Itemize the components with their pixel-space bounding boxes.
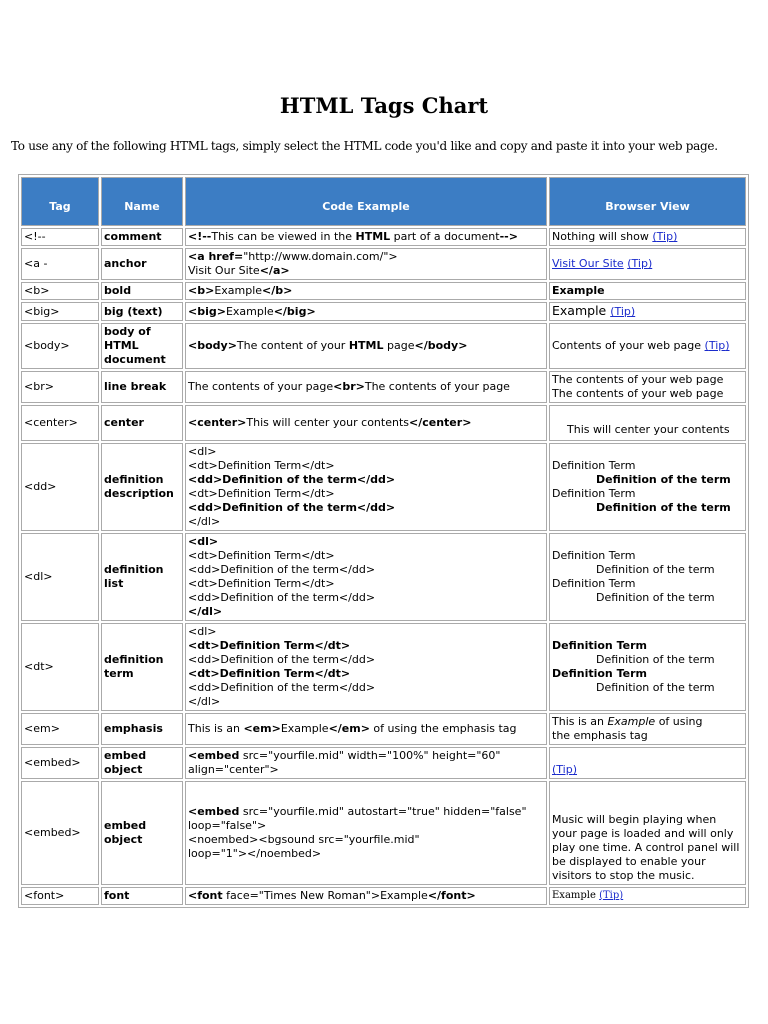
table-row <box>21 323 746 369</box>
code-cell: <dl> <dt>Definition Term</dt> <dd>Definition of the term</dd> <dt>Definition Term</dt> <dd>Definition of the term</dd> </dl> <box>185 533 547 621</box>
view-cell: Definition Term Definition of the term Definition Term Definition of the term <box>549 623 746 711</box>
table-row <box>21 282 746 300</box>
code-cell: <!--This can be viewed in the HTML part of a document--> <box>185 228 547 246</box>
tag-cell: <em> <box>21 713 99 745</box>
name-cell: definition description <box>101 443 183 531</box>
name-cell: bold <box>101 282 183 300</box>
name-cell: embed object <box>101 781 183 885</box>
tag-cell: <br> <box>21 371 99 403</box>
table-row <box>21 747 746 779</box>
tip-link[interactable]: (Tip) <box>704 339 730 352</box>
view-cell <box>549 747 746 779</box>
name-cell: line break <box>101 371 183 403</box>
code-cell: <body>The content of your HTML page</body> <box>185 323 547 369</box>
name-cell: definition list <box>101 533 183 621</box>
tag-cell: <embed> <box>21 781 99 885</box>
table-header-row <box>21 177 746 226</box>
name-cell: definition term <box>101 623 183 711</box>
tag-cell: <dl> <box>21 533 99 621</box>
tag-cell: <!-- <box>21 228 99 246</box>
table-row <box>21 887 746 905</box>
code-cell: <center>This will center your contents</center> <box>185 405 547 441</box>
page-title: HTML Tags Chart <box>279 93 489 118</box>
code-cell: <b>Example</b> <box>185 282 547 300</box>
code-cell: <a href="http://www.domain.com/"> Visit Our Site</a> <box>185 248 547 280</box>
view-cell: The contents of your web page The contents of your web page <box>549 371 746 403</box>
code-cell: <embed src="yourfile.mid" width="100%" height="60" align="center"> <box>185 747 547 779</box>
tag-cell: <dt> <box>21 623 99 711</box>
header-name: Name <box>101 177 183 226</box>
code-cell: <big>Example</big> <box>185 302 547 321</box>
view-cell: This will center your contents <box>549 405 746 441</box>
intro-text: To use any of the following HTML tags, simply select the HTML code you'd like and copy and paste it into your web page. <box>11 139 718 153</box>
code-cell: This is an <em>Example</em> of using the emphasis tag <box>185 713 547 745</box>
view-cell: Definition Term Definition of the term Definition Term Definition of the term <box>549 533 746 621</box>
view-cell: Example (Tip) <box>549 887 746 905</box>
tag-cell: <b> <box>21 282 99 300</box>
name-cell: comment <box>101 228 183 246</box>
code-cell: <embed src="yourfile.mid" autostart="true" hidden="false" loop="false"> <noembed><bgsound src="yourfile.mid" loop="1"></noembed> <box>185 781 547 885</box>
table-row <box>21 248 746 280</box>
table-row <box>21 302 746 321</box>
name-cell: font <box>101 887 183 905</box>
tip-link[interactable]: (Tip) <box>552 763 578 776</box>
table-row <box>21 443 746 531</box>
table-row <box>21 371 746 403</box>
table-row <box>21 405 746 441</box>
table-row <box>21 228 746 246</box>
tag-cell: <font> <box>21 887 99 905</box>
tag-cell: <center> <box>21 405 99 441</box>
view-cell: Example <box>549 282 746 300</box>
code-cell: The contents of your page<br>The contents of your page <box>185 371 547 403</box>
view-cell: Nothing will show (Tip) <box>549 228 746 246</box>
tip-link[interactable]: (Tip) <box>599 890 624 901</box>
table-row <box>21 781 746 885</box>
code-cell: <dl> <dt>Definition Term</dt> <dd>Definition of the term</dd> <dt>Definition Term</dt> <dd>Definition of the term</dd> </dl> <box>185 443 547 531</box>
code-cell: <font face="Times New Roman">Example</font> <box>185 887 547 905</box>
view-cell: This is an Example of using the emphasis tag <box>549 713 746 745</box>
code-cell: <dl> <dt>Definition Term</dt> <dd>Definition of the term</dd> <dt>Definition Term</dt> <dd>Definition of the term</dd> </dl> <box>185 623 547 711</box>
tag-cell: <body> <box>21 323 99 369</box>
view-cell <box>549 248 746 280</box>
tag-cell: <embed> <box>21 747 99 779</box>
name-cell: embed object <box>101 747 183 779</box>
header-view: Browser View <box>549 177 746 226</box>
header-tag: Tag <box>21 177 99 226</box>
tip-link[interactable]: (Tip) <box>627 257 653 270</box>
tag-cell: <a - <box>21 248 99 280</box>
view-cell: Contents of your web page (Tip) <box>549 323 746 369</box>
name-cell: center <box>101 405 183 441</box>
view-cell: Music will begin playing when your page is loaded and will only play one time. A control panel will be displayed to enable your visitors to stop the music. <box>549 781 746 885</box>
tag-cell: <dd> <box>21 443 99 531</box>
tip-link[interactable]: (Tip) <box>610 305 636 318</box>
name-cell: anchor <box>101 248 183 280</box>
table-row <box>21 623 746 711</box>
name-cell: big (text) <box>101 302 183 321</box>
table-row <box>21 713 746 745</box>
view-cell: Example (Tip) <box>549 302 746 321</box>
name-cell: body of HTML document <box>101 323 183 369</box>
table-row <box>21 533 746 621</box>
name-cell: emphasis <box>101 713 183 745</box>
visit-site-link[interactable]: Visit Our Site <box>552 257 624 270</box>
view-cell: Definition Term Definition of the term Definition Term Definition of the term <box>549 443 746 531</box>
tip-link[interactable]: (Tip) <box>652 230 678 243</box>
header-code: Code Example <box>185 177 547 226</box>
html-tags-table <box>18 174 749 908</box>
tag-cell: <big> <box>21 302 99 321</box>
